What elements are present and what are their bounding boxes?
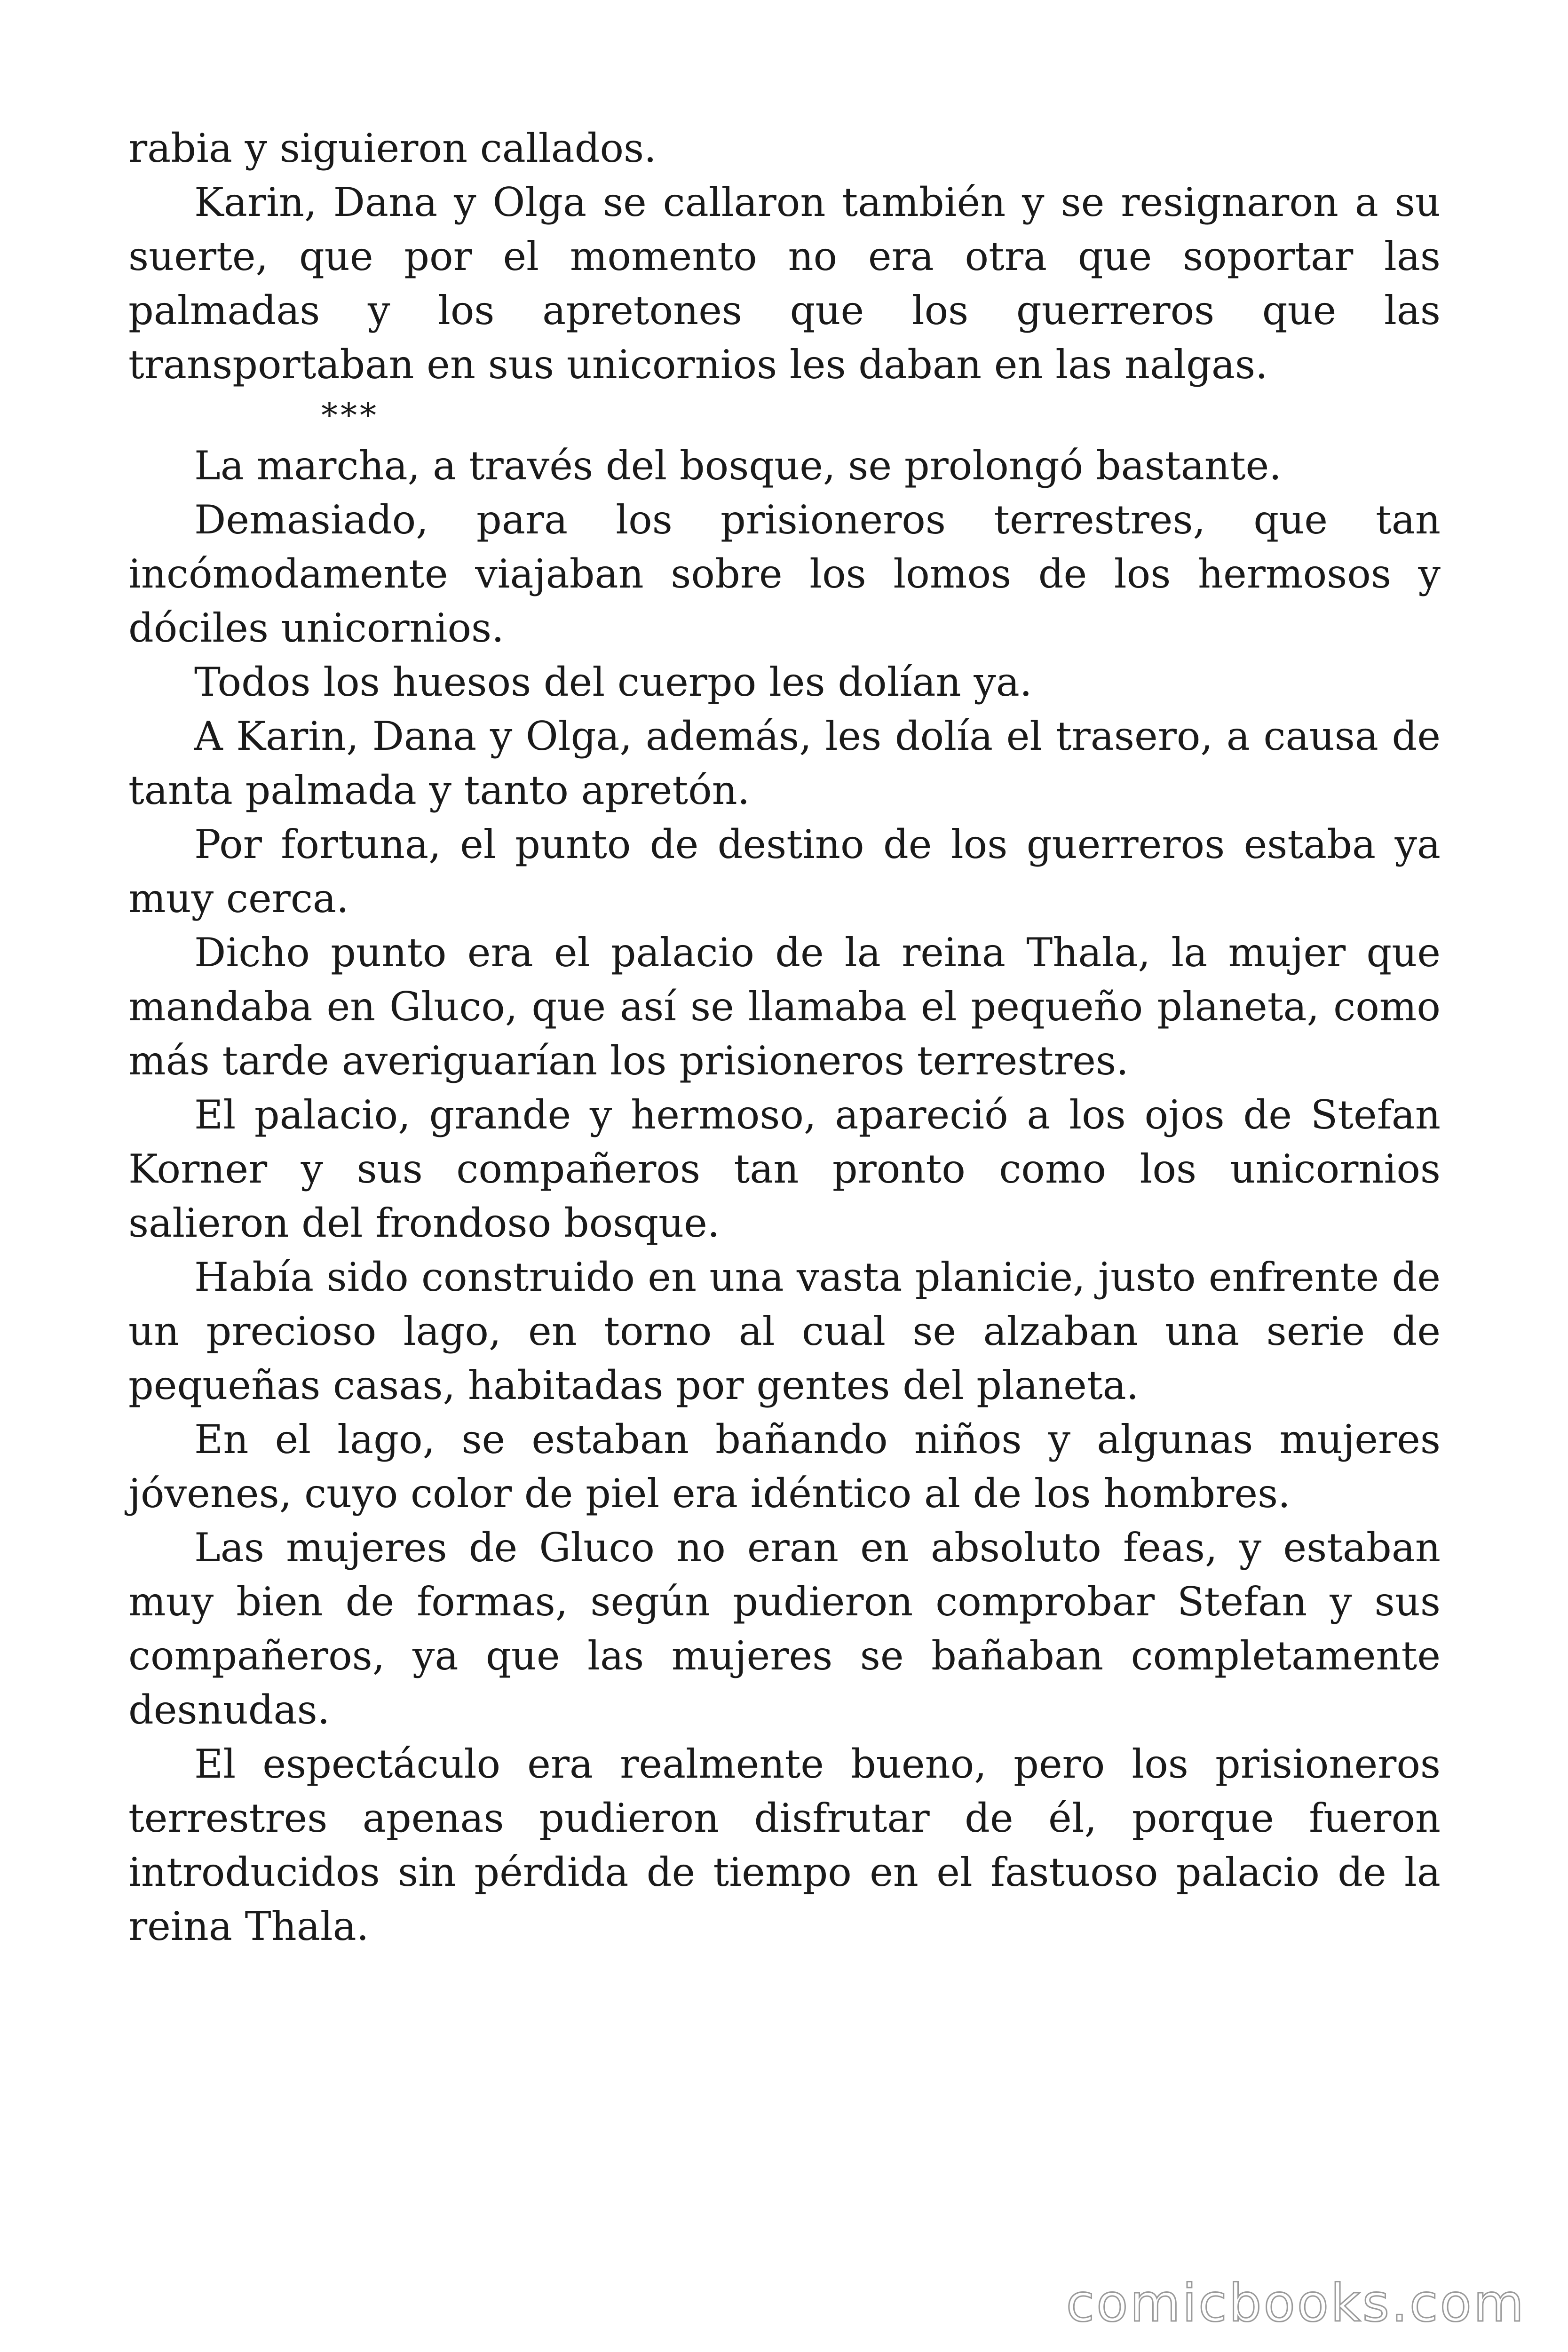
paragraph: Demasiado, para los prisioneros terrestres, que tan incómodamente viajaban sobre los lomos de los hermosos y dóciles unicornios. (128, 497, 1441, 651)
paragraph: Dicho punto era el palacio de la reina Thala, la mujer que mandaba en Gluco, que así se llamaba el pequeño planeta, como más tarde averiguarían los prisioneros terrestres. (128, 930, 1441, 1084)
paragraph: Había sido construido en una vasta planicie, justo enfrente de un precioso lago, en torno al cual se alzaban una serie de pequeñas casas, habitadas por gentes del planeta. (128, 1254, 1441, 1408)
watermark: comicbooks.com (1066, 2273, 1526, 2333)
page-body (128, 121, 1441, 1954)
paragraph-continuation: rabia y siguieron callados. (128, 125, 657, 171)
paragraph: El palacio, grande y hermoso, apareció a los ojos de Stefan Korner y sus compañeros tan pronto como los unicornios salieron del frondoso bosque. (128, 1092, 1441, 1246)
paragraph: Las mujeres de Gluco no eran en absoluto feas, y estaban muy bien de formas, según pudieron comprobar Stefan y sus compañeros, ya que las mujeres se bañaban completamente desnudas. (128, 1525, 1441, 1733)
paragraph: Todos los huesos del cuerpo les dolían ya. (194, 659, 1032, 705)
paragraph: Karin, Dana y Olga se callaron también y se resignaron a su suerte, que por el momento no era otra que soportar las palmadas y los apretones que los guerreros que las transportaban en sus unicornios les daban en las nalgas. (128, 179, 1441, 388)
paragraph: En el lago, se estaban bañando niños y algunas mujeres jóvenes, cuyo color de piel era idéntico al de los hombres. (128, 1416, 1441, 1517)
paragraph: El espectáculo era realmente bueno, pero los prisioneros terrestres apenas pudieron disfrutar de él, porque fueron introducidos sin pérdida de tiempo en el fastuoso palacio de la reina Thala. (128, 1741, 1441, 1949)
paragraph: La marcha, a través del bosque, se prolongó bastante. (194, 443, 1282, 489)
section-separator: *** (321, 396, 379, 435)
paragraph: A Karin, Dana y Olga, además, les dolía el trasero, a causa de tanta palmada y tanto apretón. (128, 713, 1441, 813)
paragraph: Por fortuna, el punto de destino de los guerreros estaba ya muy cerca. (128, 821, 1441, 922)
